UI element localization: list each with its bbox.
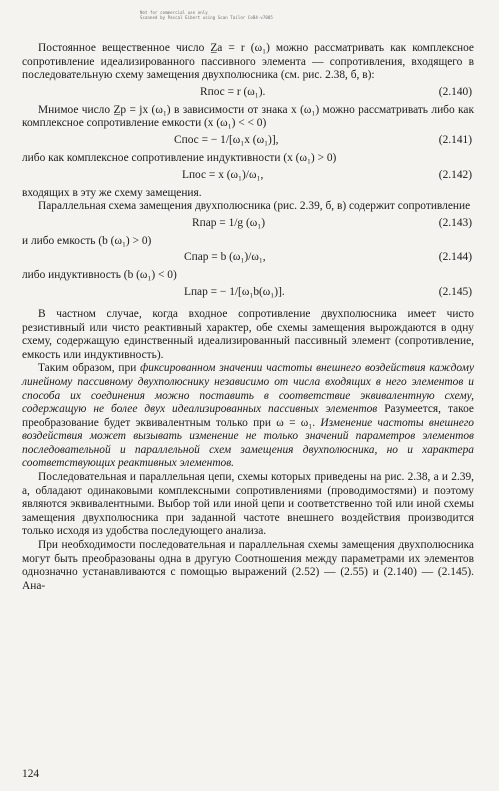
paragraph-imaginary: Мнимое число Z̲р = jx (ω₁) в зависимости от знака x (ω₁) можно рассматривать либо как комплексное сопротивление емкости (x (ω₁) < < 0) xyxy=(22,103,474,130)
watermark-line-1: Not for commercial use only xyxy=(140,10,208,15)
paragraph-capacitance: и либо емкость (b (ω₁) > 0) xyxy=(22,234,152,247)
equation-formula: Cпос = − 1/[ω₁x (ω₁)], xyxy=(174,133,279,146)
equation-formula: Cпар = b (ω₁)/ω₁, xyxy=(184,251,266,264)
paragraph-inductivity: либо индуктивность (b (ω₁) < 0) xyxy=(22,269,177,282)
equation-2-141 xyxy=(22,131,474,152)
equation-2-145 xyxy=(22,283,474,304)
paragraph-special-case: В частном случае, когда входное сопротивление двухполюсника имеет чисто резистивный или чисто реактивный характер, обе схемы замещения вырождаются в одну схему, содержащую единственный идеализированный пассивный элемент (сопротивление, емкость или индуктивность). xyxy=(22,307,474,361)
equation-number: (2.140) xyxy=(438,85,472,98)
equation-number: (2.144) xyxy=(438,251,472,264)
paragraph-equivalence: Последовательная и параллельная цепи, схемы которых приведены на рис. 2.38, а и 2.39, а, обладают одинаковыми комплексными сопротивлениями (проводимостями) и поэтому являются эквивалентными. Выбор той или иной цепи и соответственно той или иной схемы замещения двухполюсника при заданной частоте внешнего воздействия производится только исходя из удобства последующего анализа. xyxy=(22,471,474,538)
equation-formula: Rпар = 1/g (ω₁) xyxy=(192,216,266,229)
watermark-line-2: Scanned by Pascal Eibert using Scan Tailor CoB4-v7005 xyxy=(140,15,273,20)
equation-2-142 xyxy=(22,166,474,187)
equation-2-140 xyxy=(22,83,474,104)
paragraph-parallel-scheme: Параллельная схема замещения двухполюсника (рис. 2.39, б, в) содержит сопротивление xyxy=(38,200,471,213)
equation-number: (2.142) xyxy=(438,168,472,181)
equation-formula: Lпос = x (ω₁)/ω₁, xyxy=(182,168,264,181)
paragraph-same-scheme: входящих в эту же схему замещения. xyxy=(22,186,202,199)
equation-formula: Lпар = − 1/[ω₁b(ω₁)]. xyxy=(184,285,285,298)
equation-2-143 xyxy=(22,214,474,235)
equation-formula: Rпос = r (ω₁). xyxy=(200,85,266,98)
paragraph-inductance: либо как комплексное сопротивление индуктивности (x (ω₁) > 0) xyxy=(22,151,337,164)
equation-number: (2.141) xyxy=(438,133,472,146)
equation-2-144 xyxy=(22,248,474,269)
equation-number: (2.145) xyxy=(438,285,472,298)
paragraph-constant-real: Постоянное вещественное число Z̲а = r (ω₁) можно рассматривать как комплексное сопротивление идеализированного пассивного элемента — сопротивления, входящего в последовательную схему замещения двухполюсника (см. рис. 2.38, б, в): xyxy=(22,42,474,82)
equation-number: (2.143) xyxy=(438,216,472,229)
paragraph-conclusion xyxy=(22,362,474,471)
page-number: 124 xyxy=(22,768,40,780)
conclusion-lead: Таким образом, при xyxy=(38,362,141,375)
conclusion-italic-statement: фиксированном значении частоты внешнего воздействия каждому линейному пассивному двухполюснику независимо от числа входящих в него элементов и способа их соединения можно поставить в соответствие эквивалентную схему, содержащую не более двух идеализированных пассивных элементов xyxy=(22,362,474,416)
scan-watermark xyxy=(140,10,340,20)
conclusion-middle: Разумеется, такое преобразование будет эквивалентным только при ω = ω₁. xyxy=(22,403,474,429)
book-page xyxy=(22,42,474,593)
conclusion-italic-note: Изменение частоты внешнего воздействия может вызывать изменение не только значений параметров элементов последовательной и параллельной схем замещения двухполюсника, но и характера соответствующих реактивных элементов. xyxy=(22,416,474,470)
paragraph-transformation: При необходимости последовательная и параллельная схемы замещения двухполюсника могут быть преобразованы одна в другую Соотношения между параметрами их элементов однозначно устанавливаются с помощью выражений (2.52) — (2.55) и (2.140) — (2.145). Ана- xyxy=(22,539,474,592)
